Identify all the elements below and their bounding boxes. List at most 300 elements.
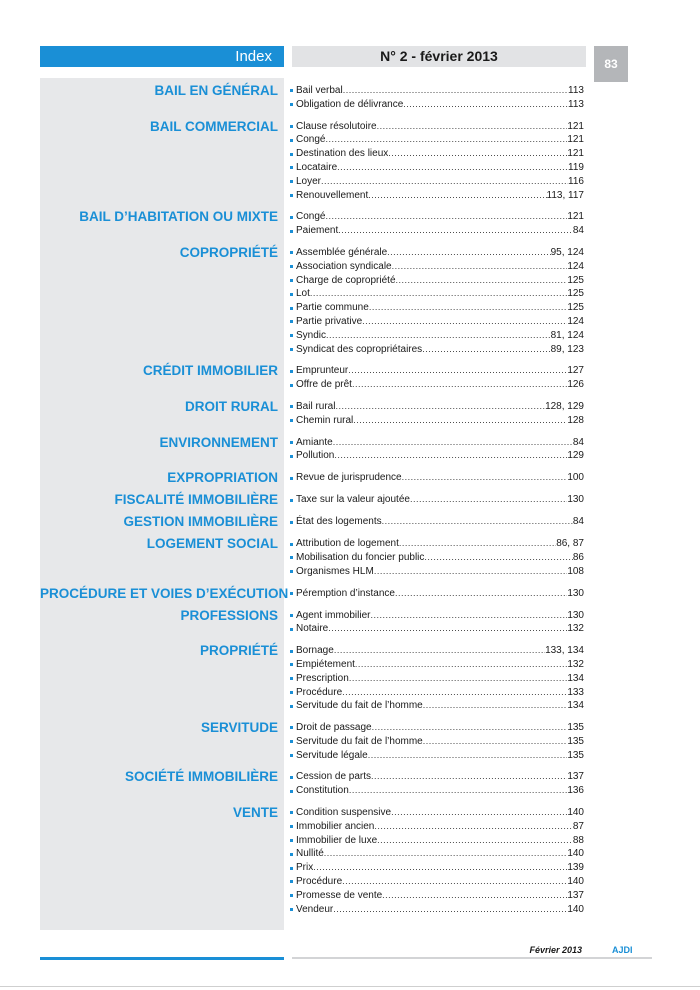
entry-list [290, 471, 584, 485]
square-bullet-icon [290, 477, 293, 480]
dot-leader [377, 834, 573, 847]
index-entry [290, 175, 584, 189]
entry-list [290, 120, 584, 203]
entry-pages: 121 [567, 120, 584, 132]
entry-label: Constitution [296, 785, 349, 797]
entry-pages: 125 [567, 288, 584, 300]
entry-pages: 84 [572, 516, 584, 528]
entry-pages: 88 [572, 834, 584, 846]
page-edge-line [0, 986, 700, 987]
square-bullet-icon [290, 776, 293, 779]
entry-list [290, 436, 584, 464]
index-entry [290, 644, 584, 658]
entry-pages: 128 [567, 414, 584, 426]
index-entry [290, 834, 584, 848]
index-entry [290, 770, 584, 784]
square-bullet-icon [290, 556, 293, 559]
dot-leader [370, 609, 567, 622]
entry-label: Clause résolutoire [296, 120, 377, 132]
square-bullet-icon [290, 839, 293, 842]
dot-leader [313, 861, 567, 874]
entry-label: Immobilier de luxe [296, 834, 378, 846]
category-heading: PROPRIÉTÉ [199, 643, 278, 659]
entry-pages: 89, 123 [550, 343, 584, 355]
entry-pages: 86, 87 [556, 538, 584, 550]
entry-label: Servitude légale [296, 749, 368, 761]
entry-pages: 125 [567, 302, 584, 314]
dot-leader [349, 672, 568, 685]
index-entry [290, 287, 584, 301]
index-entry [290, 686, 584, 700]
dot-leader [324, 847, 568, 860]
square-bullet-icon [290, 125, 293, 128]
entry-label: Empiétement [296, 658, 355, 670]
index-section [40, 210, 600, 238]
index-content [40, 84, 600, 924]
entry-pages: 137 [567, 771, 584, 783]
index-entry [290, 847, 584, 861]
dot-leader [403, 98, 568, 111]
entry-pages: 140 [567, 807, 584, 819]
entry-list [290, 806, 584, 916]
entry-list [290, 210, 584, 238]
footer-date: Février 2013 [529, 945, 582, 955]
entry-label: Bornage [296, 645, 334, 657]
dot-leader [396, 274, 568, 287]
entry-label: Revue de jurisprudence [296, 472, 402, 484]
footer-accent-bar [40, 957, 284, 960]
entry-pages: 81, 124 [550, 329, 584, 341]
entry-label: Notaire [296, 623, 329, 635]
entry-pages: 119 [568, 161, 584, 173]
index-entry [290, 609, 584, 623]
square-bullet-icon [290, 543, 293, 546]
square-bullet-icon [290, 825, 293, 828]
index-entry [290, 315, 584, 329]
entry-label: Paiement [296, 225, 339, 237]
index-entry [290, 699, 584, 713]
dot-leader [333, 436, 573, 449]
square-bullet-icon [290, 908, 293, 911]
index-entry [290, 98, 584, 112]
dot-leader [352, 378, 567, 391]
entry-label: Lot [296, 288, 310, 300]
entry-label: Organismes HLM [296, 565, 374, 577]
entry-pages: 121 [567, 211, 584, 223]
square-bullet-icon [290, 279, 293, 282]
dot-leader [338, 224, 573, 237]
entry-label: Loyer [296, 175, 322, 187]
square-bullet-icon [290, 103, 293, 106]
entry-label: Bail verbal [296, 85, 343, 96]
entry-list [290, 587, 584, 601]
entry-label: État des logements [296, 516, 382, 528]
square-bullet-icon [290, 251, 293, 254]
category-heading: SOCIÉTÉ IMMOBILIÈRE [124, 769, 278, 785]
square-bullet-icon [290, 754, 293, 757]
index-entry [290, 565, 584, 579]
index-entry [290, 658, 584, 672]
category-heading: PROFESSIONS [180, 607, 278, 623]
entry-label: Mobilisation du foncier public [296, 551, 425, 563]
square-bullet-icon [290, 307, 293, 310]
entry-label: Droit de passage [296, 722, 372, 734]
square-bullet-icon [290, 455, 293, 458]
index-entry [290, 414, 584, 428]
entry-list [290, 770, 584, 798]
entry-pages: 95, 124 [550, 246, 584, 258]
dot-leader [353, 414, 567, 427]
dot-leader [392, 260, 568, 273]
dot-leader [321, 175, 568, 188]
square-bullet-icon [290, 740, 293, 743]
index-entry [290, 875, 584, 889]
index-section [40, 806, 600, 916]
entry-pages: 140 [567, 876, 584, 888]
category-heading: DROIT RURAL [185, 398, 278, 414]
entry-pages: 140 [567, 903, 584, 915]
index-section [40, 721, 600, 762]
square-bullet-icon [290, 230, 293, 233]
entry-label: Charge de copropriété [296, 274, 396, 286]
dot-leader [337, 161, 568, 174]
dot-leader [424, 551, 572, 564]
entry-pages: 126 [567, 379, 584, 391]
entry-pages: 135 [567, 749, 584, 761]
entry-label: Obligation de délivrance [296, 98, 404, 110]
entry-label: Procédure [296, 876, 343, 888]
entry-pages: 133, 134 [545, 645, 584, 657]
entry-pages: 133 [567, 686, 584, 698]
square-bullet-icon [290, 139, 293, 142]
dot-leader [399, 537, 556, 550]
index-entry [290, 364, 584, 378]
entry-list [290, 721, 584, 762]
square-bullet-icon [290, 677, 293, 680]
category-heading: BAIL EN GÉNÉRAL [154, 83, 278, 98]
entry-pages: 137 [567, 889, 584, 901]
square-bullet-icon [290, 853, 293, 856]
index-entry [290, 622, 584, 636]
index-section [40, 493, 600, 507]
dot-leader [377, 120, 568, 133]
entry-list [290, 537, 584, 578]
category-heading: CRÉDIT IMMOBILIER [143, 363, 278, 379]
category-heading: BAIL D’HABITATION OU MIXTE [79, 209, 278, 225]
entry-pages: 84 [572, 436, 584, 448]
entry-pages: 87 [572, 820, 584, 832]
square-bullet-icon [290, 811, 293, 814]
index-entry [290, 210, 584, 224]
index-entry [290, 246, 584, 260]
category-heading: PROCÉDURE ET VOIES D’EXÉCUTION [40, 585, 289, 601]
entry-pages: 135 [567, 735, 584, 747]
entry-pages: 125 [567, 274, 584, 286]
index-entry [290, 224, 584, 238]
index-entry [290, 515, 584, 529]
square-bullet-icon [290, 441, 293, 444]
entry-label: Syndic [296, 329, 327, 341]
index-section [40, 471, 600, 485]
entry-label: Attribution de logement [296, 538, 399, 550]
square-bullet-icon [290, 216, 293, 219]
entry-list [290, 493, 584, 507]
square-bullet-icon [290, 194, 293, 197]
entry-pages: 140 [567, 848, 584, 860]
entry-label: Syndicat des copropriétaires [296, 343, 423, 355]
entry-label: Congé [296, 134, 326, 146]
entry-pages: 139 [567, 862, 584, 874]
entry-pages: 128, 129 [545, 400, 584, 412]
index-entry [290, 133, 584, 147]
index-entry [290, 449, 584, 463]
index-entry [290, 471, 584, 485]
square-bullet-icon [290, 370, 293, 373]
entry-list [290, 84, 584, 112]
entry-list [290, 246, 584, 356]
entry-label: Immobilier ancien [296, 820, 375, 832]
square-bullet-icon [290, 570, 293, 573]
square-bullet-icon [290, 705, 293, 708]
dot-leader [410, 493, 567, 506]
entry-pages: 113, 117 [546, 189, 584, 201]
entry-pages: 124 [567, 315, 584, 327]
square-bullet-icon [290, 894, 293, 897]
category-heading: ENVIRONNEMENT [159, 434, 278, 450]
entry-label: Amiante [296, 436, 333, 448]
entry-list [290, 364, 584, 392]
dot-leader [310, 287, 567, 300]
entry-pages: 135 [567, 722, 584, 734]
index-section [40, 537, 600, 578]
index-entry [290, 721, 584, 735]
index-entry [290, 301, 584, 315]
square-bullet-icon [290, 320, 293, 323]
dot-leader [326, 329, 551, 342]
entry-label: Condition suspensive [296, 807, 392, 819]
entry-pages: 116 [568, 175, 584, 187]
dot-leader [334, 644, 545, 657]
category-heading: EXPROPRIATION [167, 470, 278, 486]
entry-label: Servitude du fait de l’homme [296, 735, 423, 747]
dot-leader [374, 820, 573, 833]
square-bullet-icon [290, 726, 293, 729]
square-bullet-icon [290, 419, 293, 422]
entry-pages: 132 [567, 658, 584, 670]
dot-leader [368, 749, 568, 762]
square-bullet-icon [290, 628, 293, 631]
category-heading: GESTION IMMOBILIÈRE [123, 514, 278, 530]
dot-leader [371, 770, 567, 783]
entry-pages: 84 [572, 225, 584, 237]
category-heading: FISCALITÉ IMMOBILIÈRE [114, 492, 278, 508]
dot-leader [387, 246, 550, 259]
entry-pages: 134 [567, 700, 584, 712]
entry-label: Pollution [296, 450, 335, 462]
index-entry [290, 189, 584, 203]
category-heading: SERVITUDE [200, 720, 278, 736]
dot-leader [342, 686, 567, 699]
entry-label: Offre de prêt [296, 379, 352, 391]
dot-leader [395, 587, 567, 600]
square-bullet-icon [290, 405, 293, 408]
entry-pages: 121 [567, 148, 584, 160]
index-entry [290, 749, 584, 763]
square-bullet-icon [290, 180, 293, 183]
entry-list [290, 400, 584, 428]
dot-leader [333, 903, 567, 916]
dot-leader [391, 806, 567, 819]
dot-leader [422, 343, 550, 356]
square-bullet-icon [290, 265, 293, 268]
index-entry [290, 537, 584, 551]
index-entry [290, 378, 584, 392]
index-entry [290, 147, 584, 161]
index-entry [290, 672, 584, 686]
page-number: 83 [594, 46, 628, 82]
index-entry [290, 493, 584, 507]
dot-leader [325, 210, 567, 223]
entry-pages: 113 [568, 98, 584, 110]
square-bullet-icon [290, 880, 293, 883]
square-bullet-icon [290, 867, 293, 870]
entry-label: Taxe sur la valeur ajoutée [296, 494, 410, 506]
entry-label: Servitude du fait de l’homme [296, 700, 423, 712]
square-bullet-icon [290, 334, 293, 337]
entry-label: Bail rural [296, 400, 336, 412]
square-bullet-icon [290, 663, 293, 666]
category-heading: LOGEMENT SOCIAL [146, 536, 278, 552]
index-section [40, 609, 600, 637]
index-section [40, 246, 600, 356]
footer-brand: AJDI [612, 945, 633, 955]
dot-leader [423, 735, 568, 748]
index-section [40, 436, 600, 464]
entry-label: Emprunteur [296, 365, 349, 377]
entry-pages: 130 [567, 609, 584, 621]
index-section [40, 364, 600, 392]
entry-pages: 134 [567, 672, 584, 684]
dot-leader [348, 364, 567, 377]
entry-label: Cession de parts [296, 771, 372, 783]
entry-pages: 100 [567, 472, 584, 484]
entry-pages: 108 [567, 565, 584, 577]
entry-pages: 130 [567, 587, 584, 599]
index-entry [290, 735, 584, 749]
entry-label: Locataire [296, 161, 338, 173]
dot-leader [382, 515, 573, 528]
entry-pages: 124 [567, 260, 584, 272]
entry-list [290, 644, 584, 713]
dot-leader [355, 658, 567, 671]
dot-leader [372, 721, 568, 734]
square-bullet-icon [290, 521, 293, 524]
square-bullet-icon [290, 384, 293, 387]
entry-list [290, 515, 584, 529]
index-section [40, 400, 600, 428]
dot-leader [382, 889, 567, 902]
index-entry [290, 120, 584, 134]
dot-leader [368, 189, 546, 202]
index-entry [290, 551, 584, 565]
entry-pages: 113 [568, 85, 584, 96]
dot-leader [335, 400, 545, 413]
index-entry [290, 161, 584, 175]
entry-label: Agent immobilier [296, 609, 371, 621]
dot-leader [325, 133, 567, 146]
index-entry [290, 84, 584, 98]
category-heading: VENTE [232, 805, 278, 821]
entry-label: Partie privative [296, 315, 363, 327]
entry-label: Association syndicale [296, 260, 392, 272]
index-section [40, 644, 600, 713]
square-bullet-icon [290, 348, 293, 351]
index-entry [290, 820, 584, 834]
index-entry [290, 861, 584, 875]
dot-leader [328, 622, 567, 635]
dot-leader [369, 301, 568, 314]
entry-label: Chemin rural [296, 414, 354, 426]
index-entry [290, 343, 584, 357]
category-heading: BAIL COMMERCIAL [150, 118, 278, 134]
index-header: Index [40, 46, 284, 67]
entry-label: Renouvellement [296, 189, 369, 201]
entry-label: Nullité [296, 848, 324, 860]
entry-pages: 121 [567, 134, 584, 146]
entry-label: Vendeur [296, 903, 334, 915]
dot-leader [349, 784, 568, 797]
entry-pages: 130 [567, 494, 584, 506]
dot-leader [342, 875, 567, 888]
index-entry [290, 784, 584, 798]
dot-leader [423, 699, 568, 712]
square-bullet-icon [290, 790, 293, 793]
entry-list [290, 609, 584, 637]
entry-pages: 129 [567, 450, 584, 462]
dot-leader [388, 147, 567, 160]
category-heading: COPROPRIÉTÉ [179, 244, 278, 260]
dot-leader [374, 565, 568, 578]
entry-label: Prescription [296, 672, 349, 684]
square-bullet-icon [290, 650, 293, 653]
dot-leader [334, 449, 567, 462]
square-bullet-icon [290, 166, 293, 169]
entry-label: Prix [296, 862, 314, 874]
index-entry [290, 260, 584, 274]
index-section [40, 515, 600, 529]
footer-divider [292, 957, 652, 959]
entry-label: Procédure [296, 686, 343, 698]
index-entry [290, 400, 584, 414]
square-bullet-icon [290, 89, 293, 92]
square-bullet-icon [290, 691, 293, 694]
dot-leader [402, 471, 568, 484]
index-entry [290, 436, 584, 450]
index-section [40, 120, 600, 203]
index-section [40, 84, 600, 112]
entry-label: Destination des lieux [296, 148, 389, 160]
entry-label: Congé [296, 211, 326, 223]
dot-leader [343, 84, 568, 97]
index-entry [290, 587, 584, 601]
entry-pages: 136 [567, 785, 584, 797]
entry-pages: 86 [572, 551, 584, 563]
index-section [40, 587, 600, 601]
index-entry [290, 889, 584, 903]
square-bullet-icon [290, 592, 293, 595]
square-bullet-icon [290, 614, 293, 617]
index-entry [290, 329, 584, 343]
